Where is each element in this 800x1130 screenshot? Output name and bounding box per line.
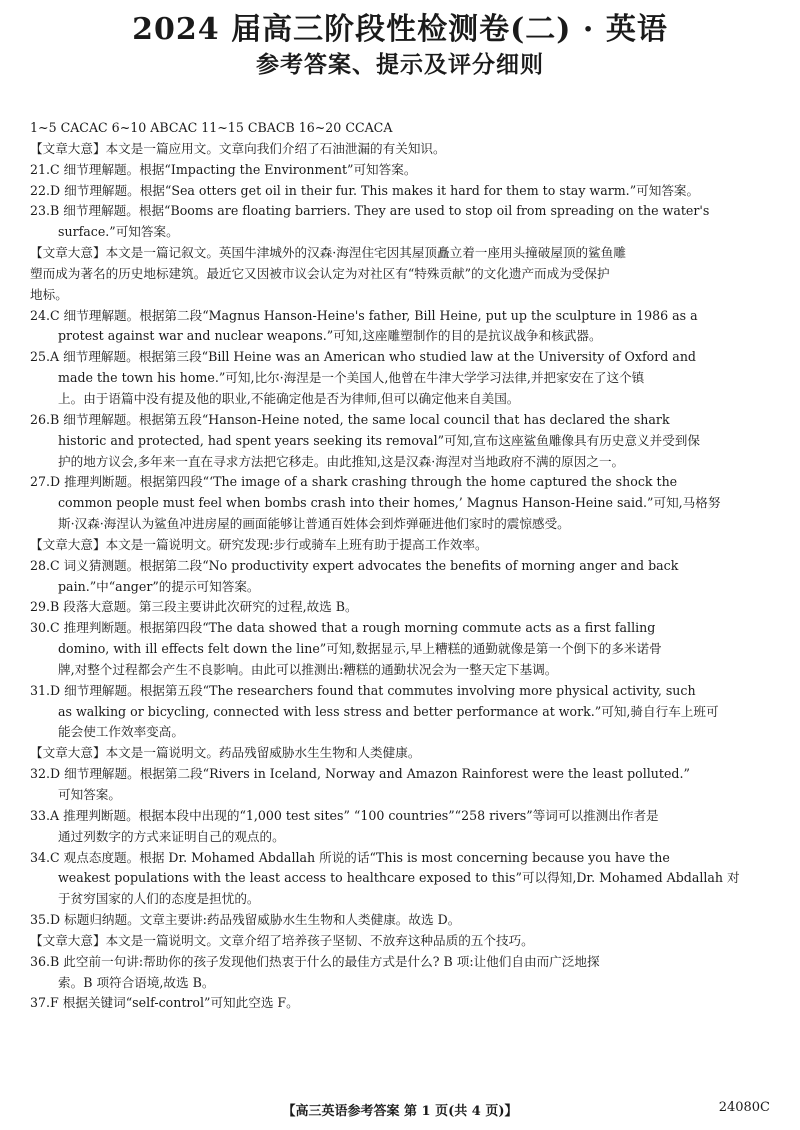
answer-21: 21.C 细节理解题。根据“Impacting the Environment”可知答案。	[30, 161, 417, 177]
answer-36-cont: 索。B 项符合语境,故选 B。	[58, 974, 215, 990]
answer-27-cont: common people must feel when bombs crash into their homes,’ Magnus Hanson-Heine said.”可知,马格努	[58, 495, 721, 511]
answer-25: 25.A 细节理解题。根据第三段“Bill Heine was an American who studied law at the University of Oxford and	[30, 349, 696, 365]
answer-31: 31.D 细节理解题。根据第五段“The researchers found that commutes involving more physical activity, such	[30, 682, 696, 698]
answer-24-cont: protest against war and nuclear weapons.”可知,这座雕塑制作的目的是抗议战争和核武器。	[58, 328, 602, 344]
answer-24: 24.C 细节理解题。根据第二段“Magnus Hanson-Heine's father, Bill Heine, put up the sculpture in 1986 as a	[30, 307, 698, 323]
answer-33: 33.A 推理判断题。根据本段中出现的“1,000 test sites” “100 countries”“258 rivers”等词可以推测出作者是	[30, 807, 659, 823]
passage-summary-b-cont: 塑而成为著名的历史地标建筑。最近它又因被市议会认定为对社区有“特殊贡献”的文化遗产而成为受保护	[30, 265, 610, 281]
passage-summary-d: 【文章大意】本文是一篇说明文。药品残留威胁水生生物和人类健康。	[30, 745, 421, 761]
answer-34-cont: 于贫穷国家的人们的态度是担忧的。	[58, 891, 260, 907]
answer-23: 23.B 细节理解题。根据“Booms are floating barriers. They are used to stop oil from spreading on the water's	[30, 203, 710, 219]
answer-30: 30.C 推理判断题。根据第四段“The data showed that a rough morning commute acts as a first falling	[30, 620, 656, 636]
answer-body	[30, 118, 770, 1014]
answer-22: 22.D 细节理解题。根据“Sea otters get oil in their fur. This makes it hard for them to stay warm.”可知答案。	[30, 182, 700, 198]
page-footer	[0, 1100, 800, 1120]
footer-doc-code: 24080C	[718, 1100, 770, 1115]
answer-37: 37.F 根据关键词“self-control”可知此空选 F。	[30, 995, 299, 1011]
answer-31-cont: as walking or bicycling, connected with less stress and better performance at work.”可知,骑自行车上班可	[58, 703, 719, 719]
answer-32: 32.D 细节理解题。根据第二段“Rivers in Iceland, Norway and Amazon Rainforest were the least polluted.”	[30, 766, 690, 782]
passage-summary-c: 【文章大意】本文是一篇说明文。研究发现:步行或骑车上班有助于提高工作效率。	[30, 536, 488, 552]
page-title: 2024 届高三阶段性检测卷(二) · 英语	[132, 12, 668, 47]
answer-30-cont: 牌,对整个过程都会产生不良影响。由此可以推测出:糟糕的通勤状况会为一整天定下基调。	[58, 661, 558, 677]
footer-page-info: 【高三英语参考答案 第 1 页(共 4 页)】	[282, 1104, 518, 1119]
passage-summary-a: 【文章大意】本文是一篇应用文。文章向我们介绍了石油泄漏的有关知识。	[30, 140, 446, 156]
answer-29: 29.B 段落大意题。第三段主要讲此次研究的过程,故选 B。	[30, 599, 358, 615]
answer-32-cont: 可知答案。	[58, 787, 121, 802]
answer-31-cont: 能会使工作效率变高。	[58, 724, 184, 740]
answer-27: 27.D 推理判断题。根据第四段“‘The image of a shark crashing through the home captured the shock the	[30, 474, 678, 490]
answer-25-cont: made the town his home.”可知,比尔·海涅是一个美国人,他曾在牛津大学学习法律,并把家安在了这个镇	[58, 370, 645, 386]
answer-27-cont: 斯·汉森·海涅认为鲨鱼冲进房屋的画面能够让普通百姓体会到炸弹砸进他们家时的震惊感受。	[58, 516, 570, 532]
answer-summary-line: 1~5 CACAC 6~10 ABCAC 11~15 CBACB 16~20 CCACA	[30, 120, 393, 135]
answer-26-cont: 护的地方议会,多年来一直在寻求方法把它移走。由此推知,这是汉森·海涅对当地政府不满的原因之一。	[58, 453, 625, 469]
passage-summary-b: 【文章大意】本文是一篇记叙文。英国牛津城外的汉森·海涅住宅因其屋顶矗立着一座用头撞破屋顶的鲨鱼雕	[30, 245, 626, 261]
answer-25-cont: 上。由于语篇中没有提及他的职业,不能确定他是否为律师,但可以确定他来自美国。	[58, 390, 520, 406]
answer-34-cont: weakest populations with the least access to healthcare exposed to this”可以得知,Dr. Mohamed Abdallah 对	[58, 870, 740, 886]
answer-30-cont: domino, with ill effects felt down the line”可知,数据显示,早上糟糕的通勤就像是第一个倒下的多米诺骨	[58, 641, 662, 657]
answer-36: 36.B 此空前一句讲:帮助你的孩子发现他们热衷于什么的最佳方式是什么? B 项:让他们自由而广泛地探	[30, 953, 600, 969]
answer-23-cont: surface.”可知答案。	[58, 224, 179, 240]
passage-summary-b-cont: 地标。	[30, 286, 68, 302]
answer-26: 26.B 细节理解题。根据第五段“Hanson-Heine noted, the same local council that has declared the shark	[30, 411, 670, 427]
answer-28: 28.C 词义猜测题。根据第二段“No productivity expert advocates the benefits of morning anger and back	[30, 557, 679, 573]
answer-35: 35.D 标题归纳题。文章主要讲:药品残留威胁水生生物和人类健康。故选 D。	[30, 912, 461, 928]
answer-26-cont: historic and protected, had spent years seeking its removal”可知,宣布这座鲨鱼雕像具有历史意义并受到保	[58, 432, 700, 448]
answer-28-cont: pain.”中“anger”的提示可知答案。	[58, 578, 260, 594]
answer-33-cont: 通过列数字的方式来证明自己的观点的。	[58, 828, 285, 844]
passage-summary-e: 【文章大意】本文是一篇说明文。文章介绍了培养孩子坚韧、不放弃这种品质的五个技巧。	[30, 932, 534, 948]
answer-34: 34.C 观点态度题。根据 Dr. Mohamed Abdallah 所说的话“This is most concerning because you have the	[30, 849, 670, 865]
page-subtitle: 参考答案、提示及评分细则	[256, 51, 544, 78]
